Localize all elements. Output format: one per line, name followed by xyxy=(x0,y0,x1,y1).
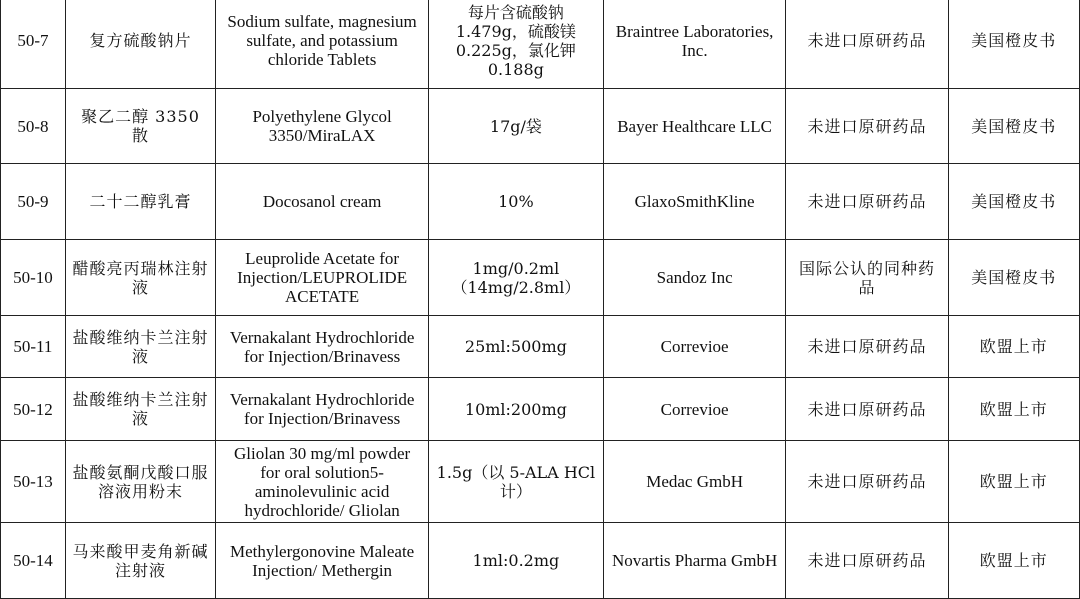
drug-name-en: Gliolan 30 mg/ml powder for oral solution5-aminolevulinic acid hydrochloride/ Gliolan xyxy=(216,441,429,523)
drug-name-en: Docosanol cream xyxy=(216,164,429,240)
table-row xyxy=(1,240,1080,316)
drug-name-en: Methylergonovine Maleate Injection/ Methergin xyxy=(216,523,429,599)
table-row xyxy=(1,164,1080,240)
listing-source: 美国橙皮书 xyxy=(948,0,1079,89)
row-id: 50-8 xyxy=(1,89,66,164)
reference-type: 未进口原研药品 xyxy=(786,316,948,378)
specification: 1ml:0.2mg xyxy=(429,523,604,599)
manufacturer: GlaxoSmithKline xyxy=(603,164,786,240)
row-id: 50-12 xyxy=(1,378,66,441)
reference-type: 未进口原研药品 xyxy=(786,523,948,599)
listing-source: 欧盟上市 xyxy=(948,378,1079,441)
row-id: 50-10 xyxy=(1,240,66,316)
table-row xyxy=(1,89,1080,164)
table-row xyxy=(1,316,1080,378)
manufacturer: Bayer Healthcare LLC xyxy=(603,89,786,164)
manufacturer: Braintree Laboratories, Inc. xyxy=(603,0,786,89)
specification: 25ml:500mg xyxy=(429,316,604,378)
drug-name-en: Sodium sulfate, magnesium sulfate, and potassium chloride Tablets xyxy=(216,0,429,89)
listing-source: 美国橙皮书 xyxy=(948,89,1079,164)
drug-name-en: Leuprolide Acetate for Injection/LEUPROLIDE ACETATE xyxy=(216,240,429,316)
specification: 10% xyxy=(429,164,604,240)
row-id: 50-13 xyxy=(1,441,66,523)
listing-source: 欧盟上市 xyxy=(948,523,1079,599)
table-row xyxy=(1,378,1080,441)
manufacturer: Medac GmbH xyxy=(603,441,786,523)
drug-name-cn: 盐酸维纳卡兰注射液 xyxy=(65,316,215,378)
manufacturer: Sandoz Inc xyxy=(603,240,786,316)
table-row xyxy=(1,441,1080,523)
row-id: 50-14 xyxy=(1,523,66,599)
specification: 1.5g（以 5-ALA HCl 计） xyxy=(429,441,604,523)
manufacturer: Correvioe xyxy=(603,378,786,441)
drug-name-en: Vernakalant Hydrochloride for Injection/Brinavess xyxy=(216,378,429,441)
table-row xyxy=(1,0,1080,89)
drug-name-en: Vernakalant Hydrochloride for Injection/Brinavess xyxy=(216,316,429,378)
listing-source: 欧盟上市 xyxy=(948,441,1079,523)
row-id: 50-7 xyxy=(1,0,66,89)
drug-name-cn: 盐酸氨酮戊酸口服溶液用粉末 xyxy=(65,441,215,523)
specification: 1mg/0.2ml（14mg/2.8ml） xyxy=(429,240,604,316)
specification: 17g/袋 xyxy=(429,89,604,164)
listing-source: 美国橙皮书 xyxy=(948,164,1079,240)
reference-type: 未进口原研药品 xyxy=(786,441,948,523)
drug-name-cn: 盐酸维纳卡兰注射液 xyxy=(65,378,215,441)
drug-name-cn: 马来酸甲麦角新碱注射液 xyxy=(65,523,215,599)
reference-type: 未进口原研药品 xyxy=(786,89,948,164)
manufacturer: Correvioe xyxy=(603,316,786,378)
row-id: 50-9 xyxy=(1,164,66,240)
manufacturer: Novartis Pharma GmbH xyxy=(603,523,786,599)
table-body xyxy=(1,0,1080,599)
drug-name-cn: 二十二醇乳膏 xyxy=(65,164,215,240)
drug-name-cn: 醋酸亮丙瑞林注射液 xyxy=(65,240,215,316)
reference-type: 未进口原研药品 xyxy=(786,0,948,89)
listing-source: 美国橙皮书 xyxy=(948,240,1079,316)
listing-source: 欧盟上市 xyxy=(948,316,1079,378)
specification: 10ml:200mg xyxy=(429,378,604,441)
table-row xyxy=(1,523,1080,599)
drug-name-en: Polyethylene Glycol 3350/MiraLAX xyxy=(216,89,429,164)
drug-name-cn: 聚乙二醇 3350 散 xyxy=(65,89,215,164)
reference-type: 未进口原研药品 xyxy=(786,378,948,441)
reference-type: 国际公认的同种药品 xyxy=(786,240,948,316)
drug-name-cn: 复方硫酸钠片 xyxy=(65,0,215,89)
specification: 每片含硫酸钠1.479g，硫酸镁0.225g，氯化钾0.188g xyxy=(429,0,604,89)
row-id: 50-11 xyxy=(1,316,66,378)
reference-type: 未进口原研药品 xyxy=(786,164,948,240)
